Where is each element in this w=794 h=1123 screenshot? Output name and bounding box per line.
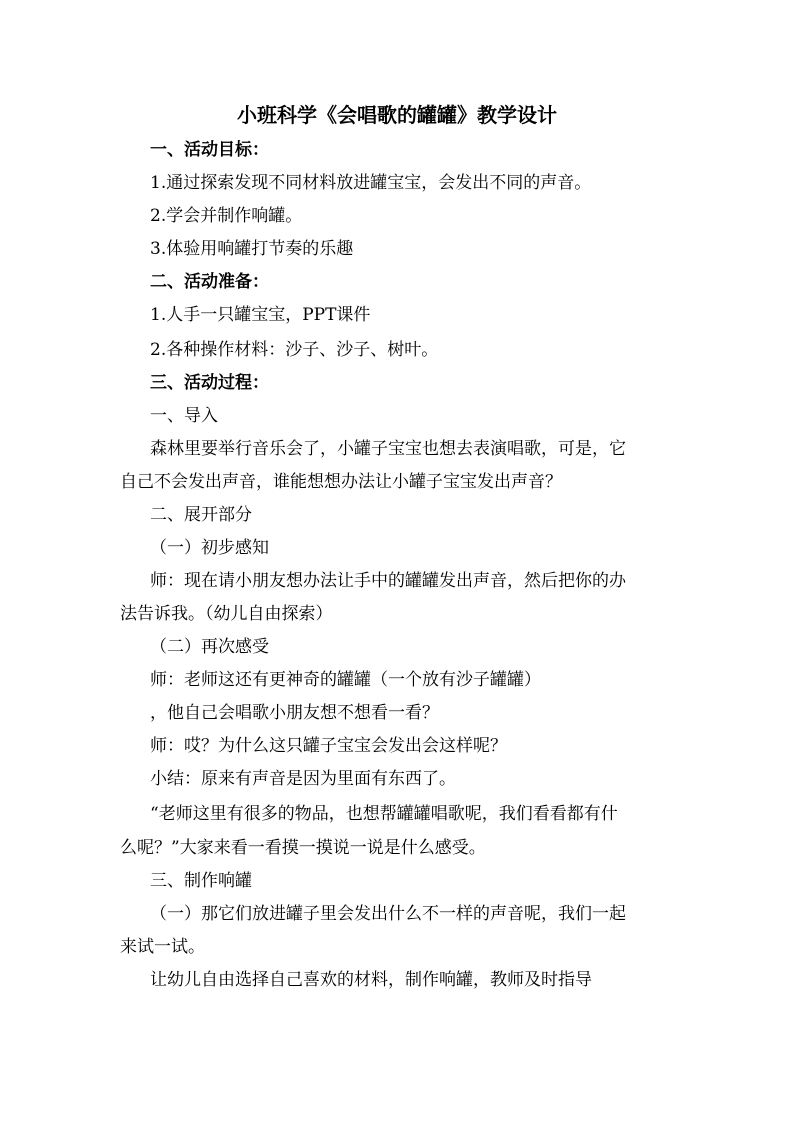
paragraph-try-line-1: （一）那它们放进罐子里会发出什么不一样的声音呢，我们一起 xyxy=(150,904,626,924)
paragraph-quote-line-1: “老师这里有很多的物品，也想帮罐罐唱歌呢，我们看看都有什 xyxy=(150,804,618,824)
section-heading-process: 三、活动过程： xyxy=(150,373,269,393)
paragraph-teacher-magic-jar: 师：老师这还有更神奇的罐罐（一个放有沙子罐罐） xyxy=(150,670,541,690)
prep-item-1: 1.人手一只罐宝宝，PPT课件 xyxy=(150,305,371,325)
subheading-make-jar: 三、制作响罐 xyxy=(150,871,252,891)
paragraph-try-line-2: 来试一试。 xyxy=(120,937,205,957)
paragraph-summary: 小结：原来有声音是因为里面有东西了。 xyxy=(150,769,456,789)
section-heading-goals: 一、活动目标： xyxy=(150,140,269,160)
goal-item-2: 2.学会并制作响罐。 xyxy=(150,206,303,226)
paragraph-jar-sings: ，他自己会唱歌小朋友想不想看一看？ xyxy=(150,703,439,723)
paragraph-teacher-why: 师：哎？为什么这只罐子宝宝会发出会这样呢？ xyxy=(150,736,507,756)
subheading-development: 二、展开部分 xyxy=(150,505,252,525)
paragraph-quote-line-2: 么呢？”大家来看一看摸一摸说一说是什么感受。 xyxy=(120,838,486,858)
goal-item-3: 3.体验用响罐打节奏的乐趣 xyxy=(150,239,354,259)
subheading-second-experience: （二）再次感受 xyxy=(150,637,269,657)
goal-item-1: 1.通过探索发现不同材料放进罐宝宝，会发出不同的声音。 xyxy=(150,173,592,193)
paragraph-intro-line-2: 自己不会发出声音，谁能想想办法让小罐子宝宝发出声音？ xyxy=(120,472,562,492)
subheading-intro: 一、导入 xyxy=(150,406,218,426)
paragraph-free-choice: 让幼儿自由选择自己喜欢的材料，制作响罐，教师及时指导 xyxy=(150,970,592,990)
subheading-initial-perception: （一）初步感知 xyxy=(150,538,269,558)
section-heading-preparation: 二、活动准备： xyxy=(150,272,269,292)
document-title: 小班科学《会唱歌的罐罐》教学设计 xyxy=(237,103,557,127)
paragraph-teacher-line-1: 师：现在请小朋友想办法让手中的罐罐发出声音，然后把你的办 xyxy=(150,571,626,591)
paragraph-teacher-line-2: 法告诉我。（幼儿自由探索） xyxy=(120,604,333,624)
prep-item-2: 2.各种操作材料：沙子、沙子、树叶。 xyxy=(150,340,439,360)
paragraph-intro-line-1: 森林里要举行音乐会了，小罐子宝宝也想去表演唱歌，可是，它 xyxy=(150,439,626,459)
